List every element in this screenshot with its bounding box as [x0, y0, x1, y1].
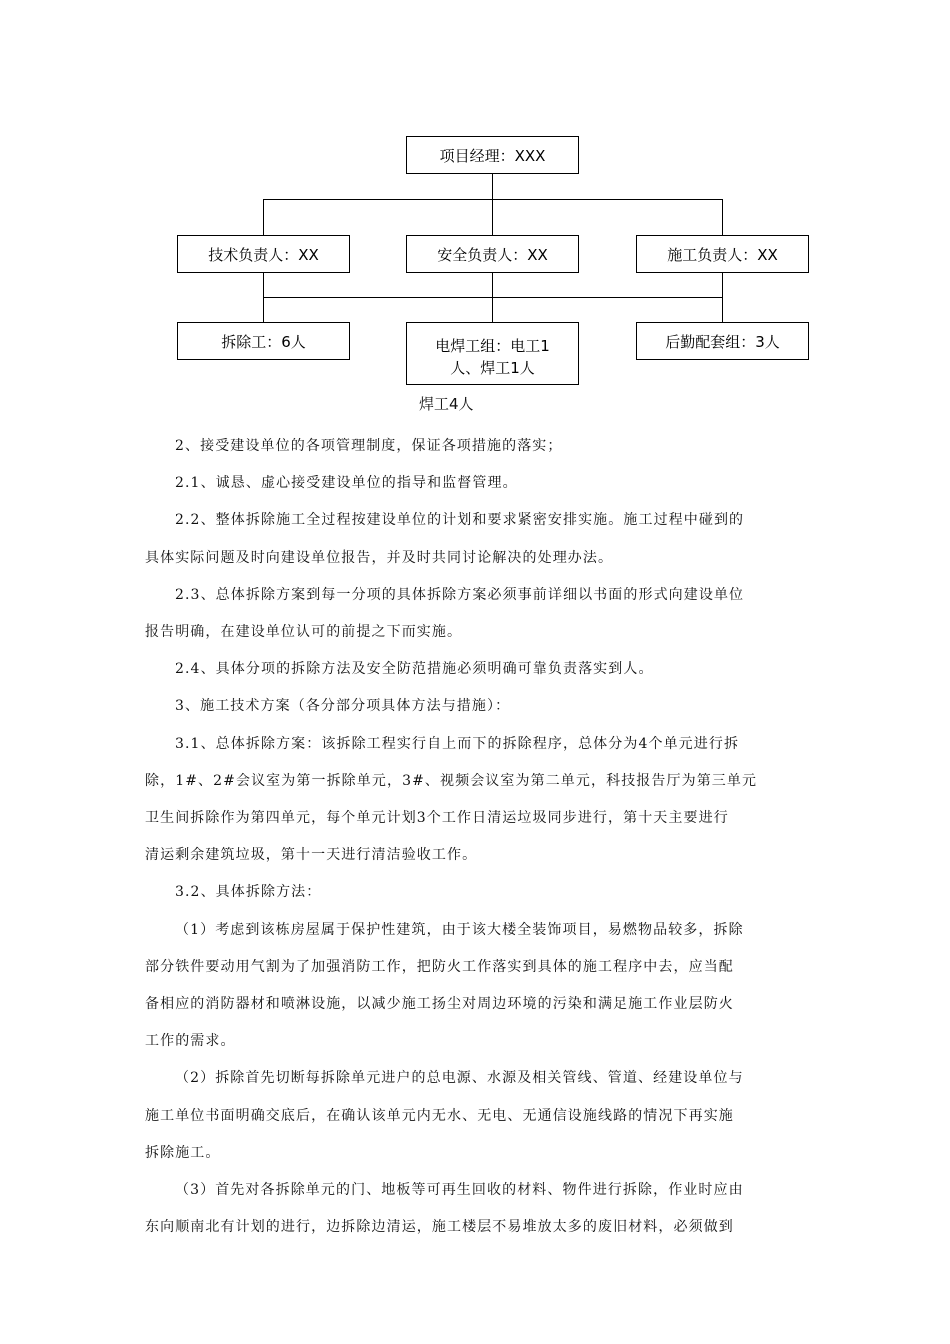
connector-left-top [263, 199, 264, 235]
logistics-team-box: 后勤配套组：3人 [636, 322, 809, 360]
body-line: 东向顺南北有计划的进行，边拆除边清运，施工楼层不易堆放太多的废旧材料，必须做到 [145, 1219, 734, 1236]
body-line: （3）首先对各拆除单元的门、地板等可再生回收的材料、物件进行拆除，作业时应由 [175, 1182, 744, 1199]
body-line: 施工单位书面明确交底后，在确认该单元内无水、无电、无通信设施线路的情况下再实施 [145, 1107, 734, 1124]
connector-mid-top [492, 199, 493, 235]
connector-bottom-horizontal [263, 297, 723, 298]
tech-lead-box: 技术负责人：XX [177, 235, 350, 273]
connector-right-top [722, 199, 723, 235]
welding-team-line2: 人、焊工1人 [450, 358, 535, 377]
safety-lead-box: 安全负责人：XX [406, 235, 579, 273]
body-line: 2.2、整体拆除施工全过程按建设单位的计划和要求紧密安排实施。施工过程中碰到的 [175, 512, 745, 529]
body-line: 2.4、具体分项的拆除方法及安全防范措施必须明确可靠负责落实到人。 [175, 661, 654, 678]
welding-team-box [406, 322, 579, 385]
body-text [145, 428, 807, 1246]
body-line: 报告明确，在建设单位认可的前提之下而实施。 [145, 624, 463, 641]
body-line: 拆除施工。 [145, 1144, 221, 1161]
body-line: （1）考虑到该栋房屋属于保护性建筑，由于该大楼全装饰项目，易燃物品较多，拆除 [175, 921, 744, 938]
connector-manager-down [492, 174, 493, 200]
body-line: 2.1、诚恳、虚心接受建设单位的指导和监督管理。 [175, 475, 518, 492]
body-line: 3、施工技术方案（各分部分项具体方法与措施）： [175, 698, 511, 715]
body-line: 2、接受建设单位的各项管理制度，保证各项措施的落实； [175, 438, 563, 454]
body-line: 具体实际问题及时向建设单位报告，并及时共同讨论解决的处理办法。 [145, 549, 614, 566]
body-line: 2.3、总体拆除方案到每一分项的具体拆除方案必须事前详细以书面的形式向建设单位 [175, 586, 745, 603]
body-line: 备相应的消防器材和喷淋设施，以减少施工扬尘对周边环境的污染和满足施工作业层防火 [145, 996, 734, 1013]
body-line: 除，1#、2#会议室为第一拆除单元，3#、视频会议室为第二单元，科技报告厅为第三单元 [145, 772, 758, 789]
body-line: 部分铁件要动用气割为了加强消防工作，把防火工作落实到具体的施工程序中去，应当配 [145, 958, 734, 975]
body-line: 工作的需求。 [145, 1033, 236, 1050]
manager-box: 项目经理：XXX [406, 136, 579, 174]
body-line: 3.2、具体拆除方法： [175, 884, 322, 901]
chart-caption: 焊工4人 [419, 395, 474, 413]
body-line: 卫生间拆除作为第四单元，每个单元计划3个工作日清运垃圾同步进行，第十天主要进行 [145, 810, 729, 827]
connector-top-horizontal [263, 199, 723, 200]
body-line: （2）拆除首先切断每拆除单元进户的总电源、水源及相关管线、管道、经建设单位与 [175, 1070, 744, 1087]
welding-team-line1: 电焊工组：电工1 [435, 336, 550, 355]
body-line: 3.1、总体拆除方案：该拆除工程实行自上而下的拆除程序，总体分为4个单元进行拆 [175, 735, 740, 752]
body-line: 清运剩余建筑垃圾，第十一天进行清洁验收工作。 [145, 847, 478, 864]
construction-lead-box: 施工负责人：XX [636, 235, 809, 273]
demolition-team-box: 拆除工：6人 [177, 322, 350, 360]
